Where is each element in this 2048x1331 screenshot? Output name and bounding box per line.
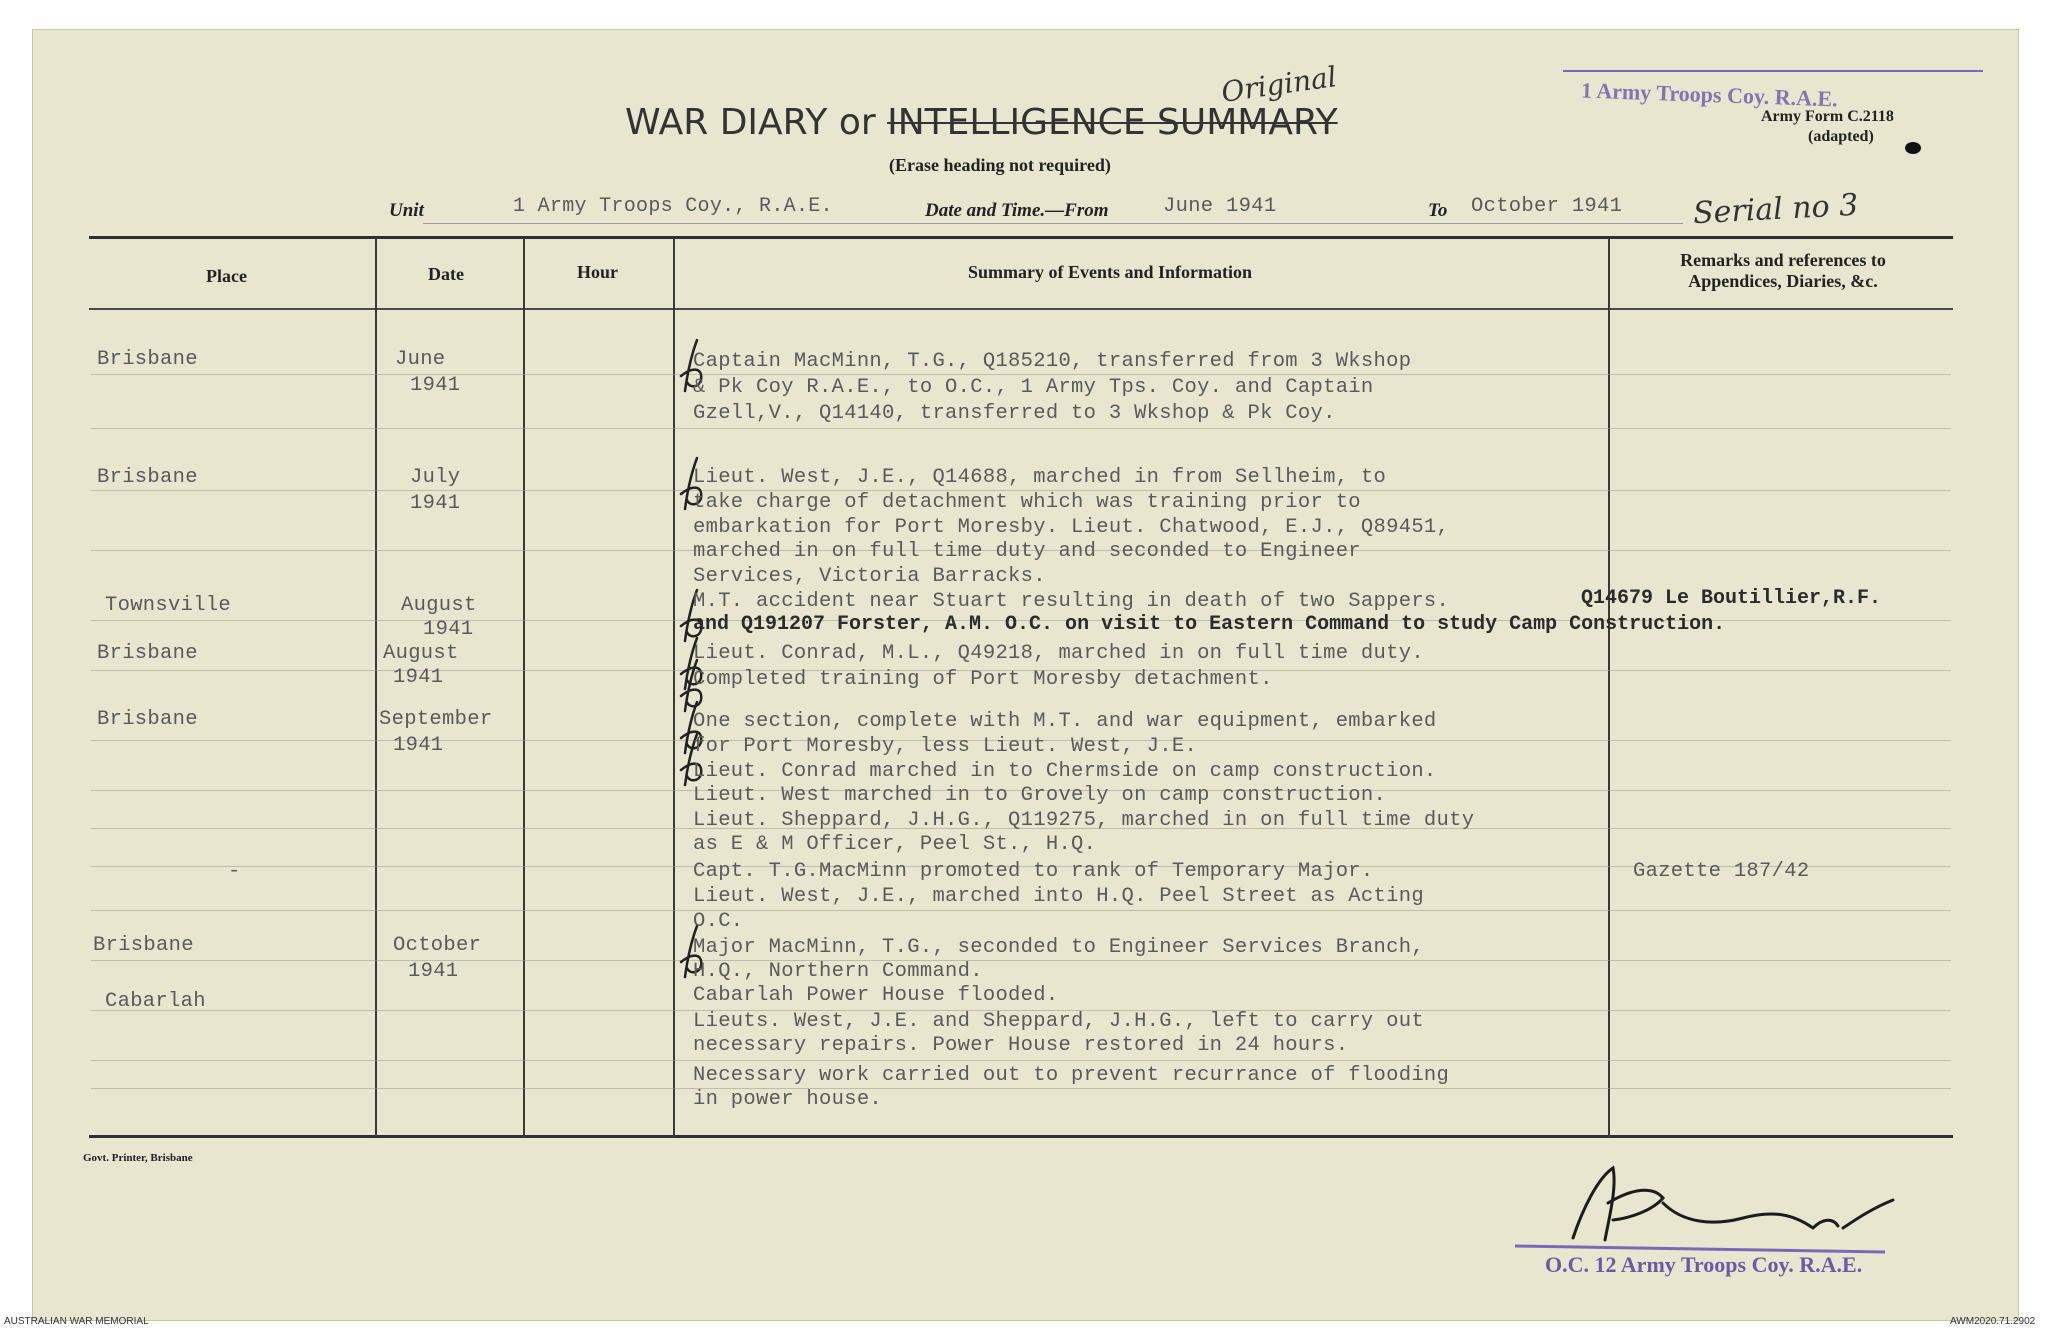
- summary-line: Services, Victoria Barracks.: [693, 565, 1046, 588]
- summary-line: Lieut. West, J.E., marched into H.Q. Peel Street as Acting: [693, 885, 1424, 908]
- summary-line: necessary repairs. Power House restored in 24 hours.: [693, 1034, 1349, 1057]
- place-cell: Brisbane: [97, 348, 198, 371]
- ruled-line: [91, 960, 1951, 961]
- unit-stamp: 1 Army Troops Coy. R.A.E.: [1580, 77, 1839, 112]
- ruled-line: [91, 428, 1951, 429]
- date-month: June: [395, 348, 446, 371]
- header-place: Place: [206, 266, 247, 286]
- title-main: WAR DIARY or: [625, 102, 888, 143]
- date-year: 1941: [408, 960, 459, 983]
- summary-line: H.Q., Northern Command.: [693, 960, 983, 983]
- header-bottom-border: [89, 308, 1953, 310]
- place-cell: -: [228, 860, 241, 883]
- remark-cell: Gazette 187/42: [1633, 860, 1810, 883]
- date-label: Date and Time.—From: [925, 200, 1109, 221]
- diary-page: [33, 30, 2018, 1320]
- place-cell: Brisbane: [93, 934, 194, 957]
- date-month: August: [383, 642, 459, 665]
- printer-credit: Govt. Printer, Brisbane: [83, 1152, 193, 1164]
- summary-line: Captain MacMinn, T.G., Q185210, transferred from 3 Wkshop: [693, 350, 1412, 373]
- title-struck: INTELLIGENCE SUMMARY: [887, 102, 1338, 143]
- summary-line: for Port Moresby, less Lieut. West, J.E.: [693, 735, 1198, 758]
- date-year: 1941: [423, 618, 474, 641]
- summary-line: Major MacMinn, T.G., seconded to Engineer Services Branch,: [693, 936, 1424, 959]
- ruled-line: [91, 1088, 1951, 1089]
- date-month: August: [401, 594, 477, 617]
- summary-line: as E & M Officer, Peel St., H.Q.: [693, 833, 1097, 856]
- date-from: June 1941: [1163, 195, 1277, 218]
- summary-line: Gzell,V., Q14140, transferred to 3 Wkshop & Pk Coy.: [693, 402, 1336, 425]
- place-cell: Townsville: [105, 594, 232, 617]
- form-adapted: (adapted): [1808, 128, 1874, 145]
- ink-blot: [1905, 142, 1921, 154]
- date-year: 1941: [393, 666, 444, 689]
- summary-line: One section, complete with M.T. and war equipment, embarked: [693, 710, 1437, 733]
- form-id: Army Form C.2118: [1761, 108, 1894, 125]
- summary-line: Capt. T.G.MacMinn promoted to rank of Temporary Major.: [693, 860, 1374, 883]
- date-to: October 1941: [1471, 195, 1623, 218]
- date-month: October: [393, 934, 482, 957]
- summary-line: Completed training of Port Moresby detachment.: [693, 668, 1273, 691]
- place-cell: Brisbane: [97, 708, 198, 731]
- credit-left: AUSTRALIAN WAR MEMORIAL: [4, 1316, 149, 1327]
- date-to-label: To: [1428, 200, 1448, 221]
- table-bottom-border: [89, 1135, 1953, 1138]
- signature-stamp: O.C. 12 Army Troops Coy. R.A.E.: [1545, 1252, 1863, 1277]
- summary-line: Lieut. Conrad marched in to Chermside on camp construction.: [693, 760, 1437, 783]
- unit-underline: [423, 223, 1683, 224]
- col-divider-summary: [1608, 238, 1610, 1137]
- summary-line: take charge of detachment which was training prior to: [693, 491, 1361, 514]
- unit-label: Unit: [389, 200, 424, 221]
- summary-line: Necessary work carried out to prevent recurrance of flooding: [693, 1064, 1450, 1087]
- summary-line: in power house.: [693, 1088, 883, 1111]
- header-date: Date: [428, 264, 464, 284]
- place-cell: Cabarlah: [105, 990, 206, 1013]
- date-year: 1941: [410, 374, 461, 397]
- summary-line: embarkation for Port Moresby. Lieut. Chatwood, E.J., Q89451,: [693, 516, 1450, 539]
- col-divider-date: [523, 238, 525, 1137]
- summary-line: Lieut. West marched in to Grovely on camp construction.: [693, 784, 1387, 807]
- summary-line: M.T. accident near Stuart resulting in death of two Sappers.: [693, 590, 1450, 613]
- summary-line: O.C.: [693, 910, 744, 933]
- ruled-line: [91, 374, 1951, 375]
- header-hour: Hour: [577, 262, 619, 282]
- summary-line: & Pk Coy R.A.E., to O.C., 1 Army Tps. Coy. and Captain: [693, 376, 1374, 399]
- signature: [1513, 1148, 1913, 1258]
- summary-overlay-line: Q14679 Le Boutillier,R.F.: [1581, 587, 1882, 610]
- summary-overlay-line: and Q191207 Forster, A.M. O.C. on visit to Eastern Command to study Camp Construction.: [693, 613, 1726, 636]
- ruled-line: [91, 910, 1951, 911]
- unit-value: 1 Army Troops Coy., R.A.E.: [513, 195, 833, 218]
- summary-line: marched in on full time duty and seconded to Engineer: [693, 540, 1361, 563]
- date-month: July: [410, 466, 461, 489]
- place-cell: Brisbane: [97, 466, 198, 489]
- place-cell: Brisbane: [97, 642, 198, 665]
- serial-handwritten: Serial no 3: [1692, 187, 1860, 232]
- title-handwritten-annotation: Original: [1219, 60, 1339, 109]
- summary-line: Lieut. Conrad, M.L., Q49218, marched in on full time duty.: [693, 642, 1424, 665]
- date-month: September: [379, 708, 493, 731]
- summary-line: Cabarlah Power House flooded.: [693, 984, 1059, 1007]
- form-subtitle: (Erase heading not required): [889, 155, 1111, 175]
- credit-right: AWM2020.71.2902: [1950, 1316, 2036, 1327]
- date-year: 1941: [393, 734, 444, 757]
- table-top-border: [89, 236, 1953, 239]
- header-summary: Summary of Events and Information: [968, 262, 1253, 282]
- date-year: 1941: [410, 492, 461, 515]
- unit-stamp-box: [1563, 70, 1983, 72]
- ruled-line: [91, 1060, 1951, 1061]
- header-remarks: Remarks and references to Appendices, Diaries, &c.: [1680, 250, 1886, 291]
- form-title: [625, 102, 1338, 143]
- summary-line: Lieut. Sheppard, J.H.G., Q119275, marched in on full time duty: [693, 809, 1475, 832]
- col-divider-place: [375, 238, 377, 1137]
- summary-line: Lieuts. West, J.E. and Sheppard, J.H.G., left to carry out: [693, 1010, 1424, 1033]
- summary-line: Lieut. West, J.E., Q14688, marched in from Sellheim, to: [693, 466, 1387, 489]
